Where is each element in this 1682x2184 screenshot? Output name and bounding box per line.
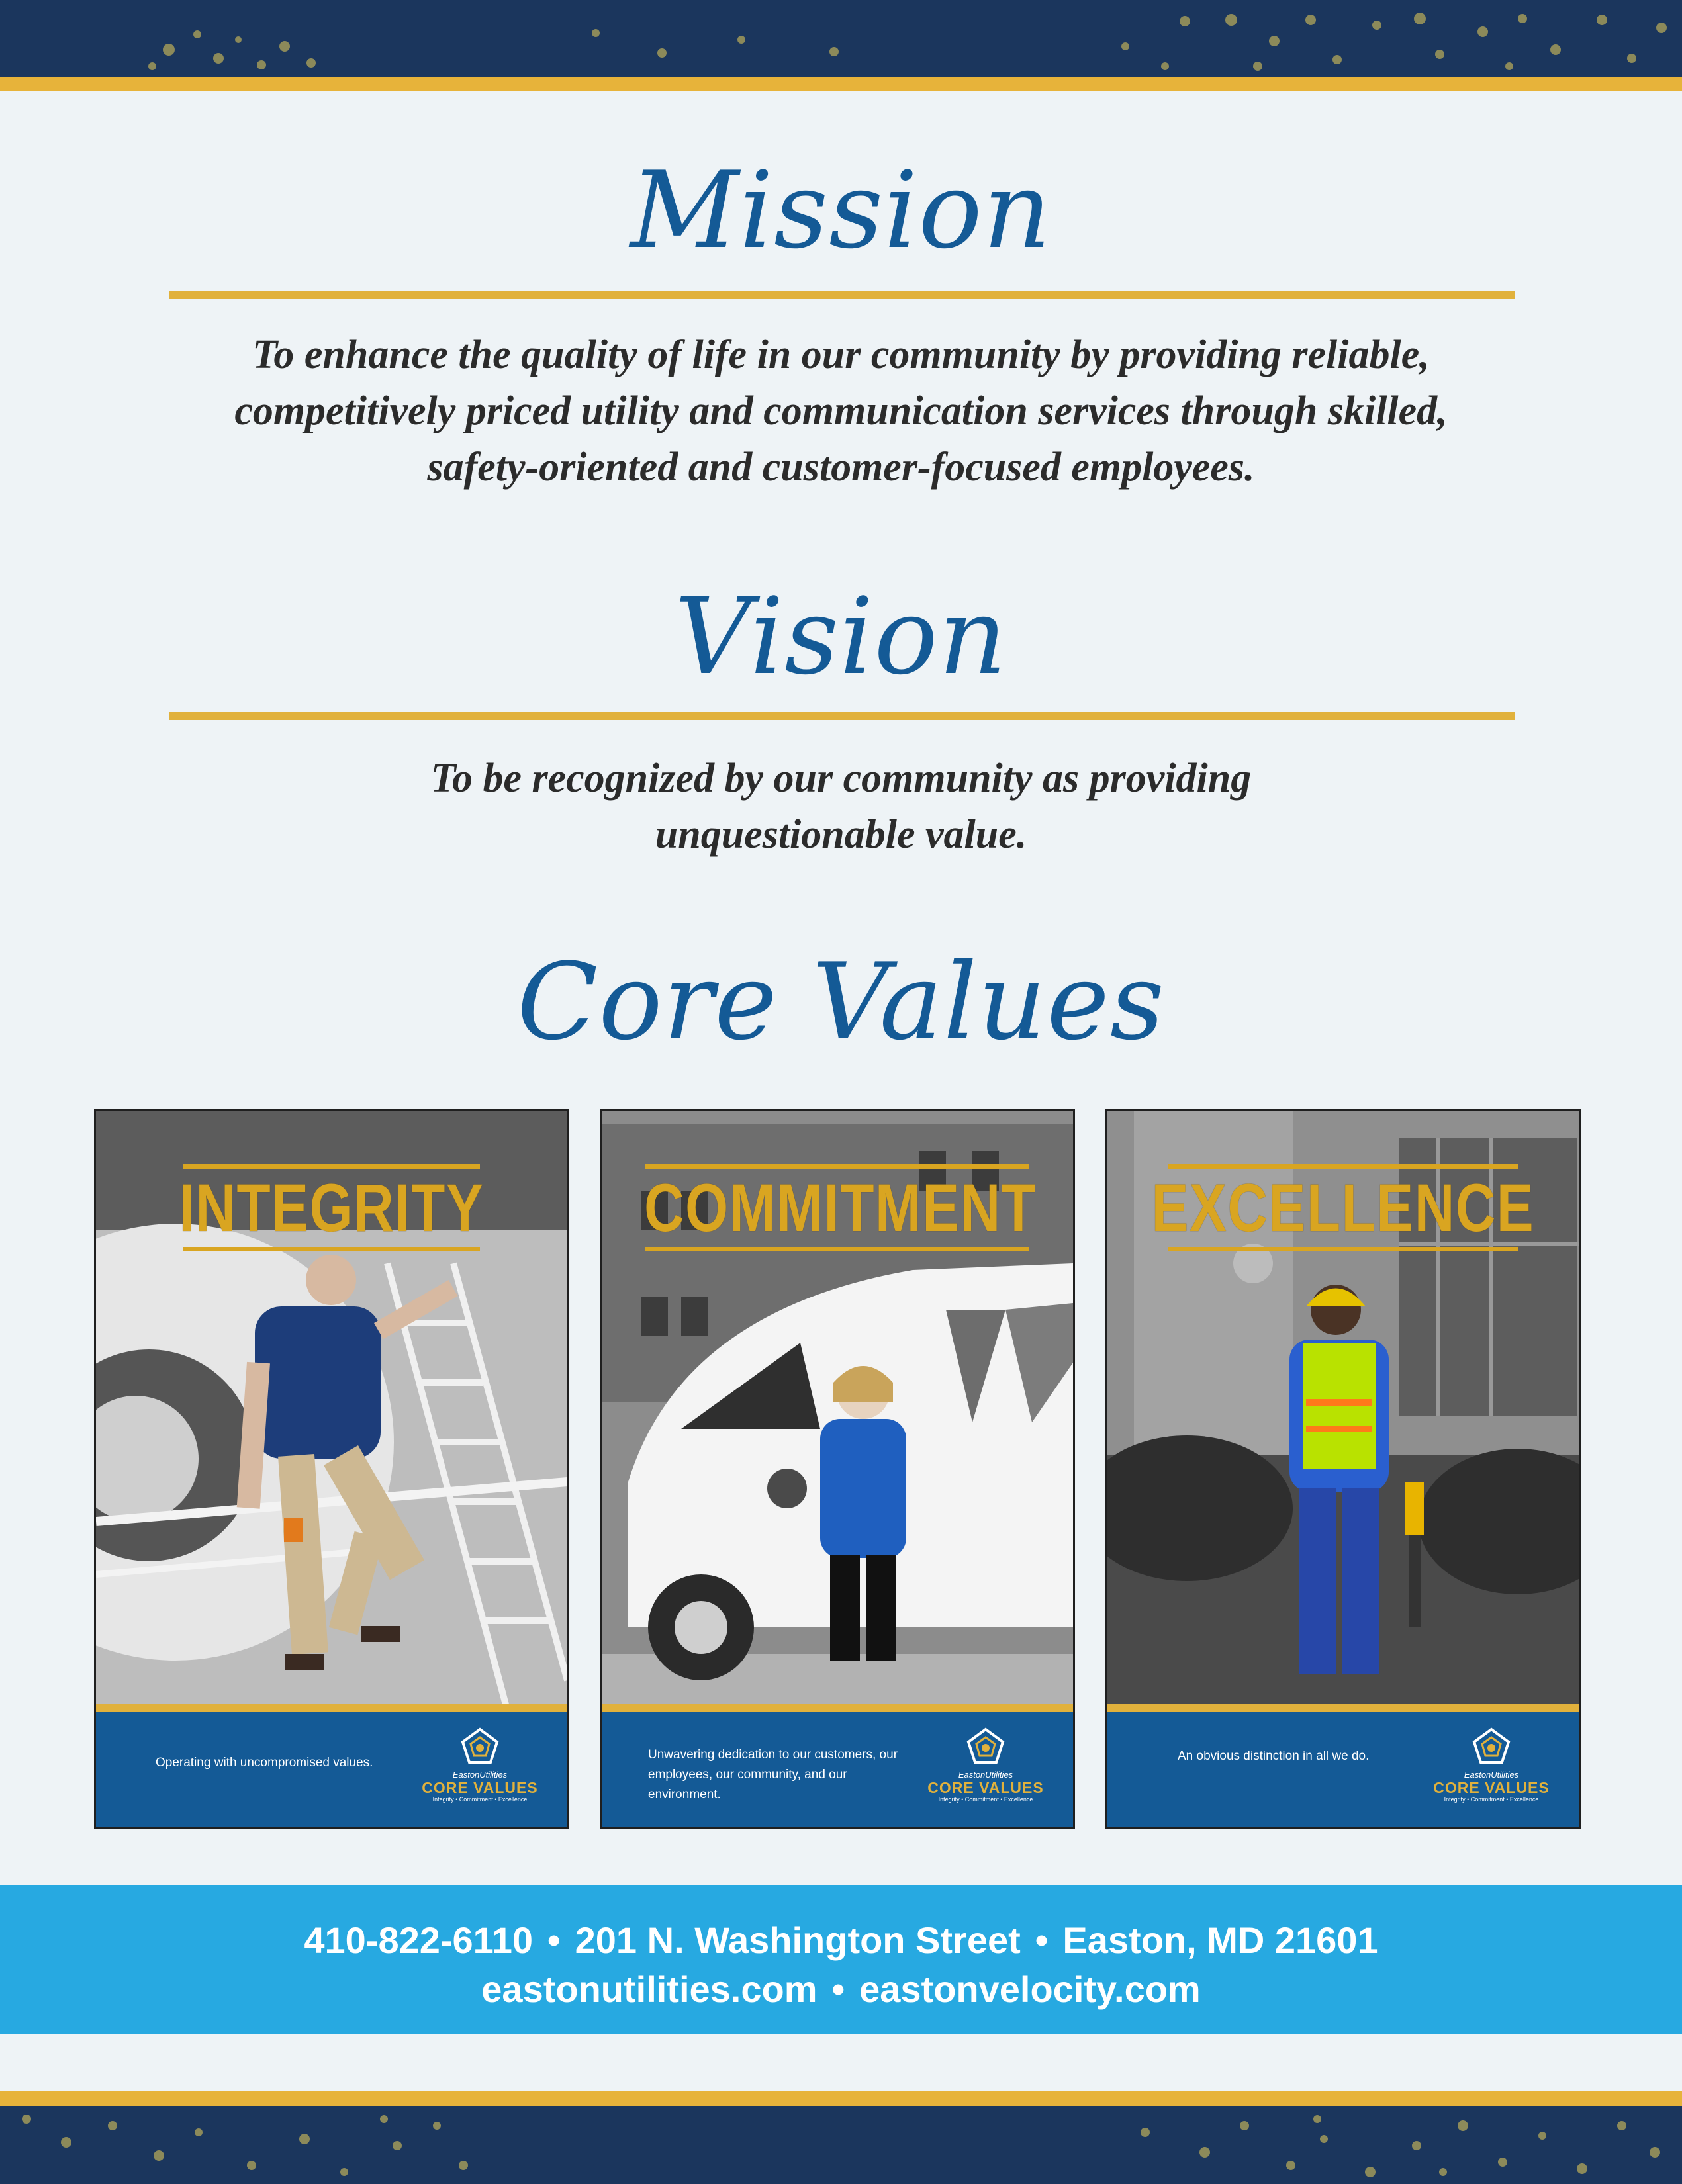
bottom-gold-stripe xyxy=(0,2091,1682,2106)
headline-bar-bottom xyxy=(1168,1247,1518,1251)
core-values-logo xyxy=(926,1727,1045,1803)
contact-line-websites xyxy=(0,1967,1682,2012)
pentagon-logo-icon xyxy=(1472,1727,1511,1766)
value-card-integrity xyxy=(94,1109,569,1829)
bottom-dot-pattern xyxy=(0,2106,1682,2184)
vision-statement: To be recognized by our community as providing unquestionable value. xyxy=(430,756,1252,857)
logo-sub: Integrity • Commitment • Excellence xyxy=(1444,1796,1539,1803)
headline-bar-top xyxy=(645,1164,1029,1169)
card-gold-stripe xyxy=(602,1704,1073,1712)
logo-sub: Integrity • Commitment • Excellence xyxy=(938,1796,1033,1803)
pentagon-logo-icon xyxy=(966,1727,1005,1766)
bullet-separator: • xyxy=(547,1919,561,1961)
bullet-separator: • xyxy=(1035,1919,1049,1961)
top-gold-stripe xyxy=(0,77,1682,91)
commitment-tagline: Unwavering dedication to our customers, our employees, our community, and our environment. xyxy=(648,1748,898,1801)
logo-brand: EastonUtilities xyxy=(452,1770,508,1780)
contact-phone[interactable]: 410-822-6110 xyxy=(304,1919,534,1961)
excellence-tagline: An obvious distinction in all we do. xyxy=(1178,1749,1370,1763)
contact-banner xyxy=(0,1885,1682,2034)
contact-street: 201 N. Washington Street xyxy=(575,1919,1021,1961)
bottom-decorative-band xyxy=(0,2106,1682,2184)
top-decorative-band xyxy=(0,0,1682,77)
mission-statement: To enhance the quality of life in our community by providing reliable, competitively priced utility and communication services through skilled, safety-oriented and customer-focused employees. xyxy=(234,332,1448,490)
value-card-excellence xyxy=(1105,1109,1581,1829)
vision-title: Vision xyxy=(675,574,1007,698)
core-values-logo xyxy=(1432,1727,1551,1803)
headline-bar-top xyxy=(183,1164,480,1169)
excellence-headline xyxy=(1107,1164,1579,1251)
logo-brand: EastonUtilities xyxy=(1464,1770,1519,1780)
headline-bar-bottom xyxy=(645,1247,1029,1251)
logo-name: CORE VALUES xyxy=(422,1779,538,1796)
contact-line-address xyxy=(0,1918,1682,1963)
integrity-headline xyxy=(96,1164,567,1251)
logo-sub: Integrity • Commitment • Excellence xyxy=(432,1796,528,1803)
headline-bar-bottom xyxy=(183,1247,480,1251)
card-gold-stripe xyxy=(1107,1704,1579,1712)
contact-city: Easton, MD 21601 xyxy=(1062,1919,1378,1961)
mission-title: Mission xyxy=(630,148,1052,272)
logo-name: CORE VALUES xyxy=(1433,1779,1550,1796)
commitment-headline xyxy=(602,1164,1073,1251)
integrity-tagline: Operating with uncompromised values. xyxy=(156,1756,373,1770)
commitment-headline-text: COMMITMENT xyxy=(644,1170,1037,1246)
website-link-utilities[interactable]: eastonutilities.com xyxy=(481,1968,818,2010)
value-card-commitment xyxy=(600,1109,1075,1829)
website-link-velocity[interactable]: eastonvelocity.com xyxy=(859,1968,1201,2010)
headline-bar-top xyxy=(1168,1164,1518,1169)
pentagon-logo-icon xyxy=(460,1727,500,1766)
commitment-footer xyxy=(602,1712,1073,1827)
integrity-footer xyxy=(96,1712,567,1827)
logo-name: CORE VALUES xyxy=(927,1779,1044,1796)
core-values-logo xyxy=(420,1727,539,1803)
top-dot-pattern xyxy=(0,0,1682,77)
core-values-title: Core Values xyxy=(516,940,1166,1064)
card-gold-stripe xyxy=(96,1704,567,1712)
logo-brand: EastonUtilities xyxy=(958,1770,1013,1780)
integrity-headline-text: INTEGRITY xyxy=(179,1170,485,1246)
excellence-footer xyxy=(1107,1712,1579,1827)
bullet-separator: • xyxy=(831,1968,845,2010)
vision-divider xyxy=(169,712,1515,720)
excellence-headline-text: EXCELLENCE xyxy=(1151,1170,1535,1246)
mission-divider xyxy=(169,291,1515,299)
